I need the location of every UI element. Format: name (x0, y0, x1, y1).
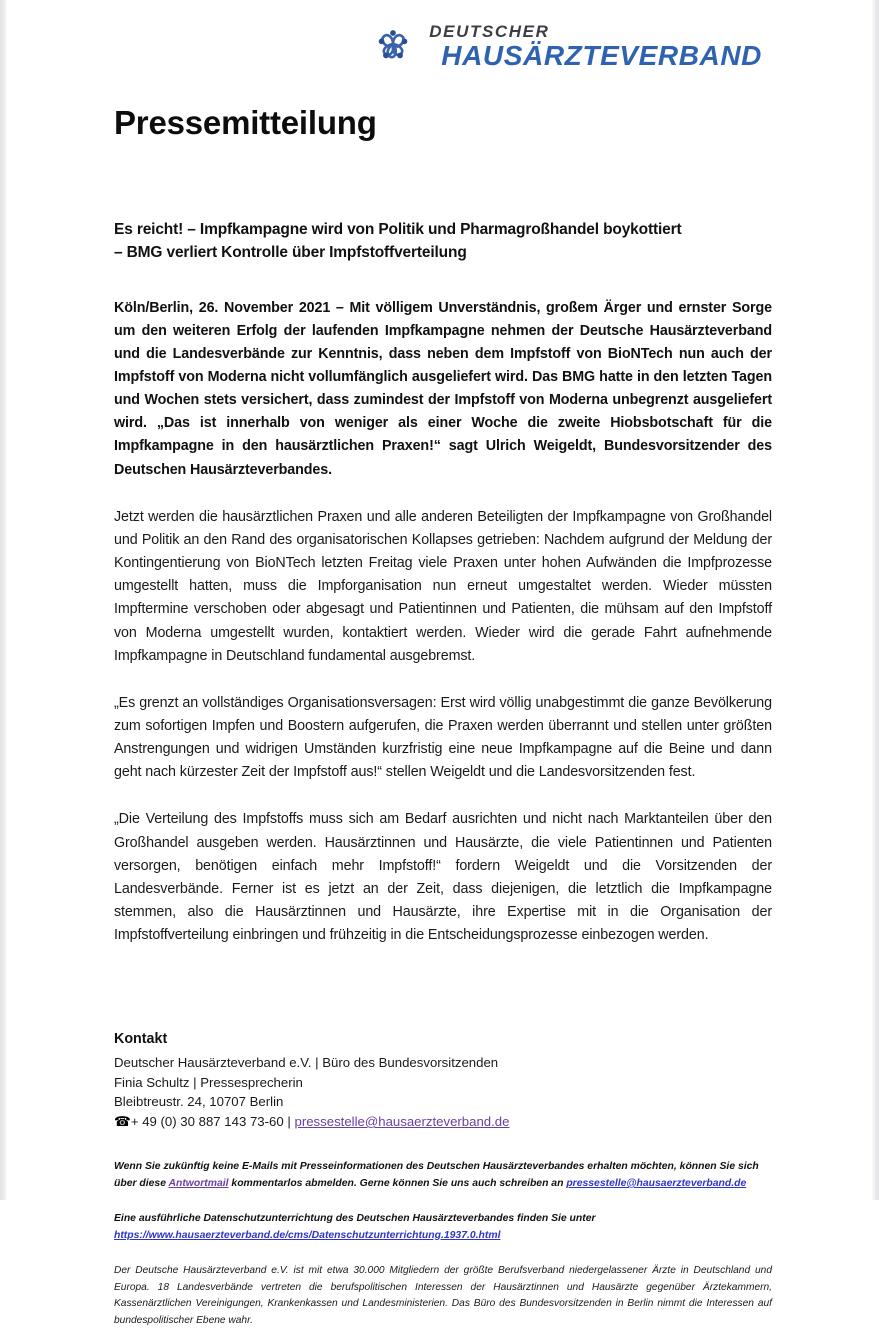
press-release-headline (114, 218, 772, 265)
contact-person: Finia Schultz | Pressesprecherin (114, 1074, 303, 1090)
headline-line-1: Es reicht! – Impfkampagne wird von Politik und Pharmagroßhandel boykottiert (114, 221, 682, 238)
unsubscribe-text-middle: kommentarlos abmelden. Gerne können Sie uns auch schreiben an (228, 1177, 567, 1189)
logo-line-deutscher: DEUTSCHER (429, 21, 550, 41)
document-content (7, 104, 872, 1329)
body-paragraph-3: „Die Verteilung des Impfstoffs muss sich am Bedarf ausrichten und nicht nach Marktanteilen über den Großhandel ausgeben werden. Hausärztinnen und Hausärzte, die viele Patientinnen und Patienten versorgen, benötigen einfach mehr Impfstoff!“ fordern Weigeldt und die Vorsitzenden der Landesverbände. Ferner ist es jetzt an der Zeit, dass diejenigen, die letztlich die Impfkampagne stemmen, also die Hausärztinnen und Hausärzte, ihre Expertise mit in die Organisation der Impfstoffverteilung einbringen und frühzeitig in die Entscheidungsprozesse einbezogen werden. (114, 811, 772, 944)
contact-address: Bleibtreustr. 24, 10707 Berlin (114, 1094, 284, 1110)
contact-heading: Kontakt (114, 1031, 168, 1048)
unsubscribe-email-link[interactable]: pressestelle@hausaerzteverband.de (566, 1177, 747, 1189)
contact-phone-row (114, 1112, 772, 1132)
unsubscribe-note (114, 1159, 772, 1193)
contact-organization: Deutscher Hausärzteverband e.V. | Büro des Bundesvorsitzenden (114, 1055, 499, 1071)
contact-separator: | (287, 1114, 291, 1129)
organization-logo (371, 22, 762, 71)
document-sheet (7, 0, 872, 1326)
body-paragraph-2: „Es grenzt an vollständiges Organisationsversagen: Erst wird völlig unabgestimmt die ganze Bevölkerung zum sofortigen Impfen und Boostern aufgerufen, die Praxen werden überrannt und stellen unter größten Anstrengungen und widrigen Umständen kurzfristig eine neue Impfkampagne auf die Beine und dann geht nach kürzester Zeit der Impfstoff aus!“ stellen Weigeldt und die Landesvorsitzenden fest. (114, 694, 772, 781)
telephone-icon: ☎ (114, 1114, 131, 1129)
privacy-note (114, 1211, 772, 1245)
about-organization-note: Der Deutsche Hausärzteverband e.V. ist mit etwa 30.000 Mitgliedern der größte Berufsverband niedergelassener Ärzte in Deutschland und Europa. 18 Landesverbände vertreten die berufspolitischen Interessen der Hausärztinnen und Hausärzte gegenüber Ärztekammern, Kassenärztlichen Vereinigungen, Krankenkassen und Landesministerien. Das Büro des Bundesvorsitzenden in Berlin nimmt die Interessen auf bundespolitischer Ebene wahr. (114, 1265, 772, 1326)
contact-email-link[interactable]: pressestelle@hausaerzteverband.de (294, 1114, 510, 1129)
unsubscribe-text-start: Wenn Sie zukünftig keine E-Mails mit Presseinformationen des Deutschen Hausärzteverbandes erhalten möchten, können Sie sich über diese (114, 1160, 759, 1189)
page-left-gutter (0, 0, 7, 1200)
unsubscribe-reply-link[interactable]: Antwortmail (168, 1177, 229, 1189)
page-right-gutter (872, 0, 879, 1200)
lead-paragraph: Köln/Berlin, 26. November 2021 – Mit völligem Unverständnis, großem Ärger und ernster Sorge um den weiteren Erfolg der laufenden Impfkampagne nehmen der Deutsche Hausärzteverband und die Landesverbände zur Kenntnis, dass neben dem Impfstoff von BioNTech nun auch der Impfstoff von Moderna nicht vollumfänglich ausgeliefert wird. Das BMG hatte in den letzten Tagen und Wochen stets versichert, dass zumindest der Impfstoff von Moderna unbegrenzt ausgeliefert wird. „Das ist innerhalb von weniger als einer Woche die zweite Hiobsbotschaft für die Impfkampagne in den hausärztlichen Praxen!“ sagt Ulrich Weigeldt, Bundesvorsitzender des Deutschen Hausärzteverbandes. (114, 299, 772, 478)
logo-line-hausaerzteverband: HAUSÄRZTEVERBAND (441, 39, 762, 71)
document-header (7, 0, 872, 72)
privacy-note-text: Eine ausführliche Datenschutzunterrichtung des Deutschen Hausärzteverbandes finden Sie unter (114, 1212, 596, 1224)
headline-line-2: – BMG verliert Kontrolle über Impfstoffverteilung (114, 244, 467, 262)
body-paragraph-1: Jetzt werden die hausärztlichen Praxen und alle anderen Beteiligten der Impfkampagne von Großhandel und Politik an den Rand des organisatorischen Kollapses getrieben: Nachdem aufgrund der Meldung der Kontingentierung von BioNTech letzten Freitag viele Praxen unter hohen Aufwänden die Impfprozesse umgestellt hatten, muss die Impforganisation nun erneut umgestaltet werden. Wieder müssten Impftermine verschoben oder abgesagt und Patientinnen und Patienten, die mühsam auf den Impfstoff von Moderna umgestellt wurden, kontaktiert werden. Wieder wird die gerade Fahrt aufnehmende Impfkampagne in Deutschland fundamental ausgebremst. (114, 508, 772, 664)
contact-section (114, 1031, 772, 1132)
privacy-policy-link[interactable]: https://www.hausaerzteverband.de/cms/Datenschutzunterrichtung.1937.0.html (114, 1229, 501, 1241)
contact-phone-number: + 49 (0) 30 887 143 73-60 (130, 1114, 284, 1129)
logo-wordmark (427, 23, 762, 70)
five-petal-flower-logo-icon (371, 22, 415, 71)
page-title: Pressemitteilung (114, 104, 377, 141)
